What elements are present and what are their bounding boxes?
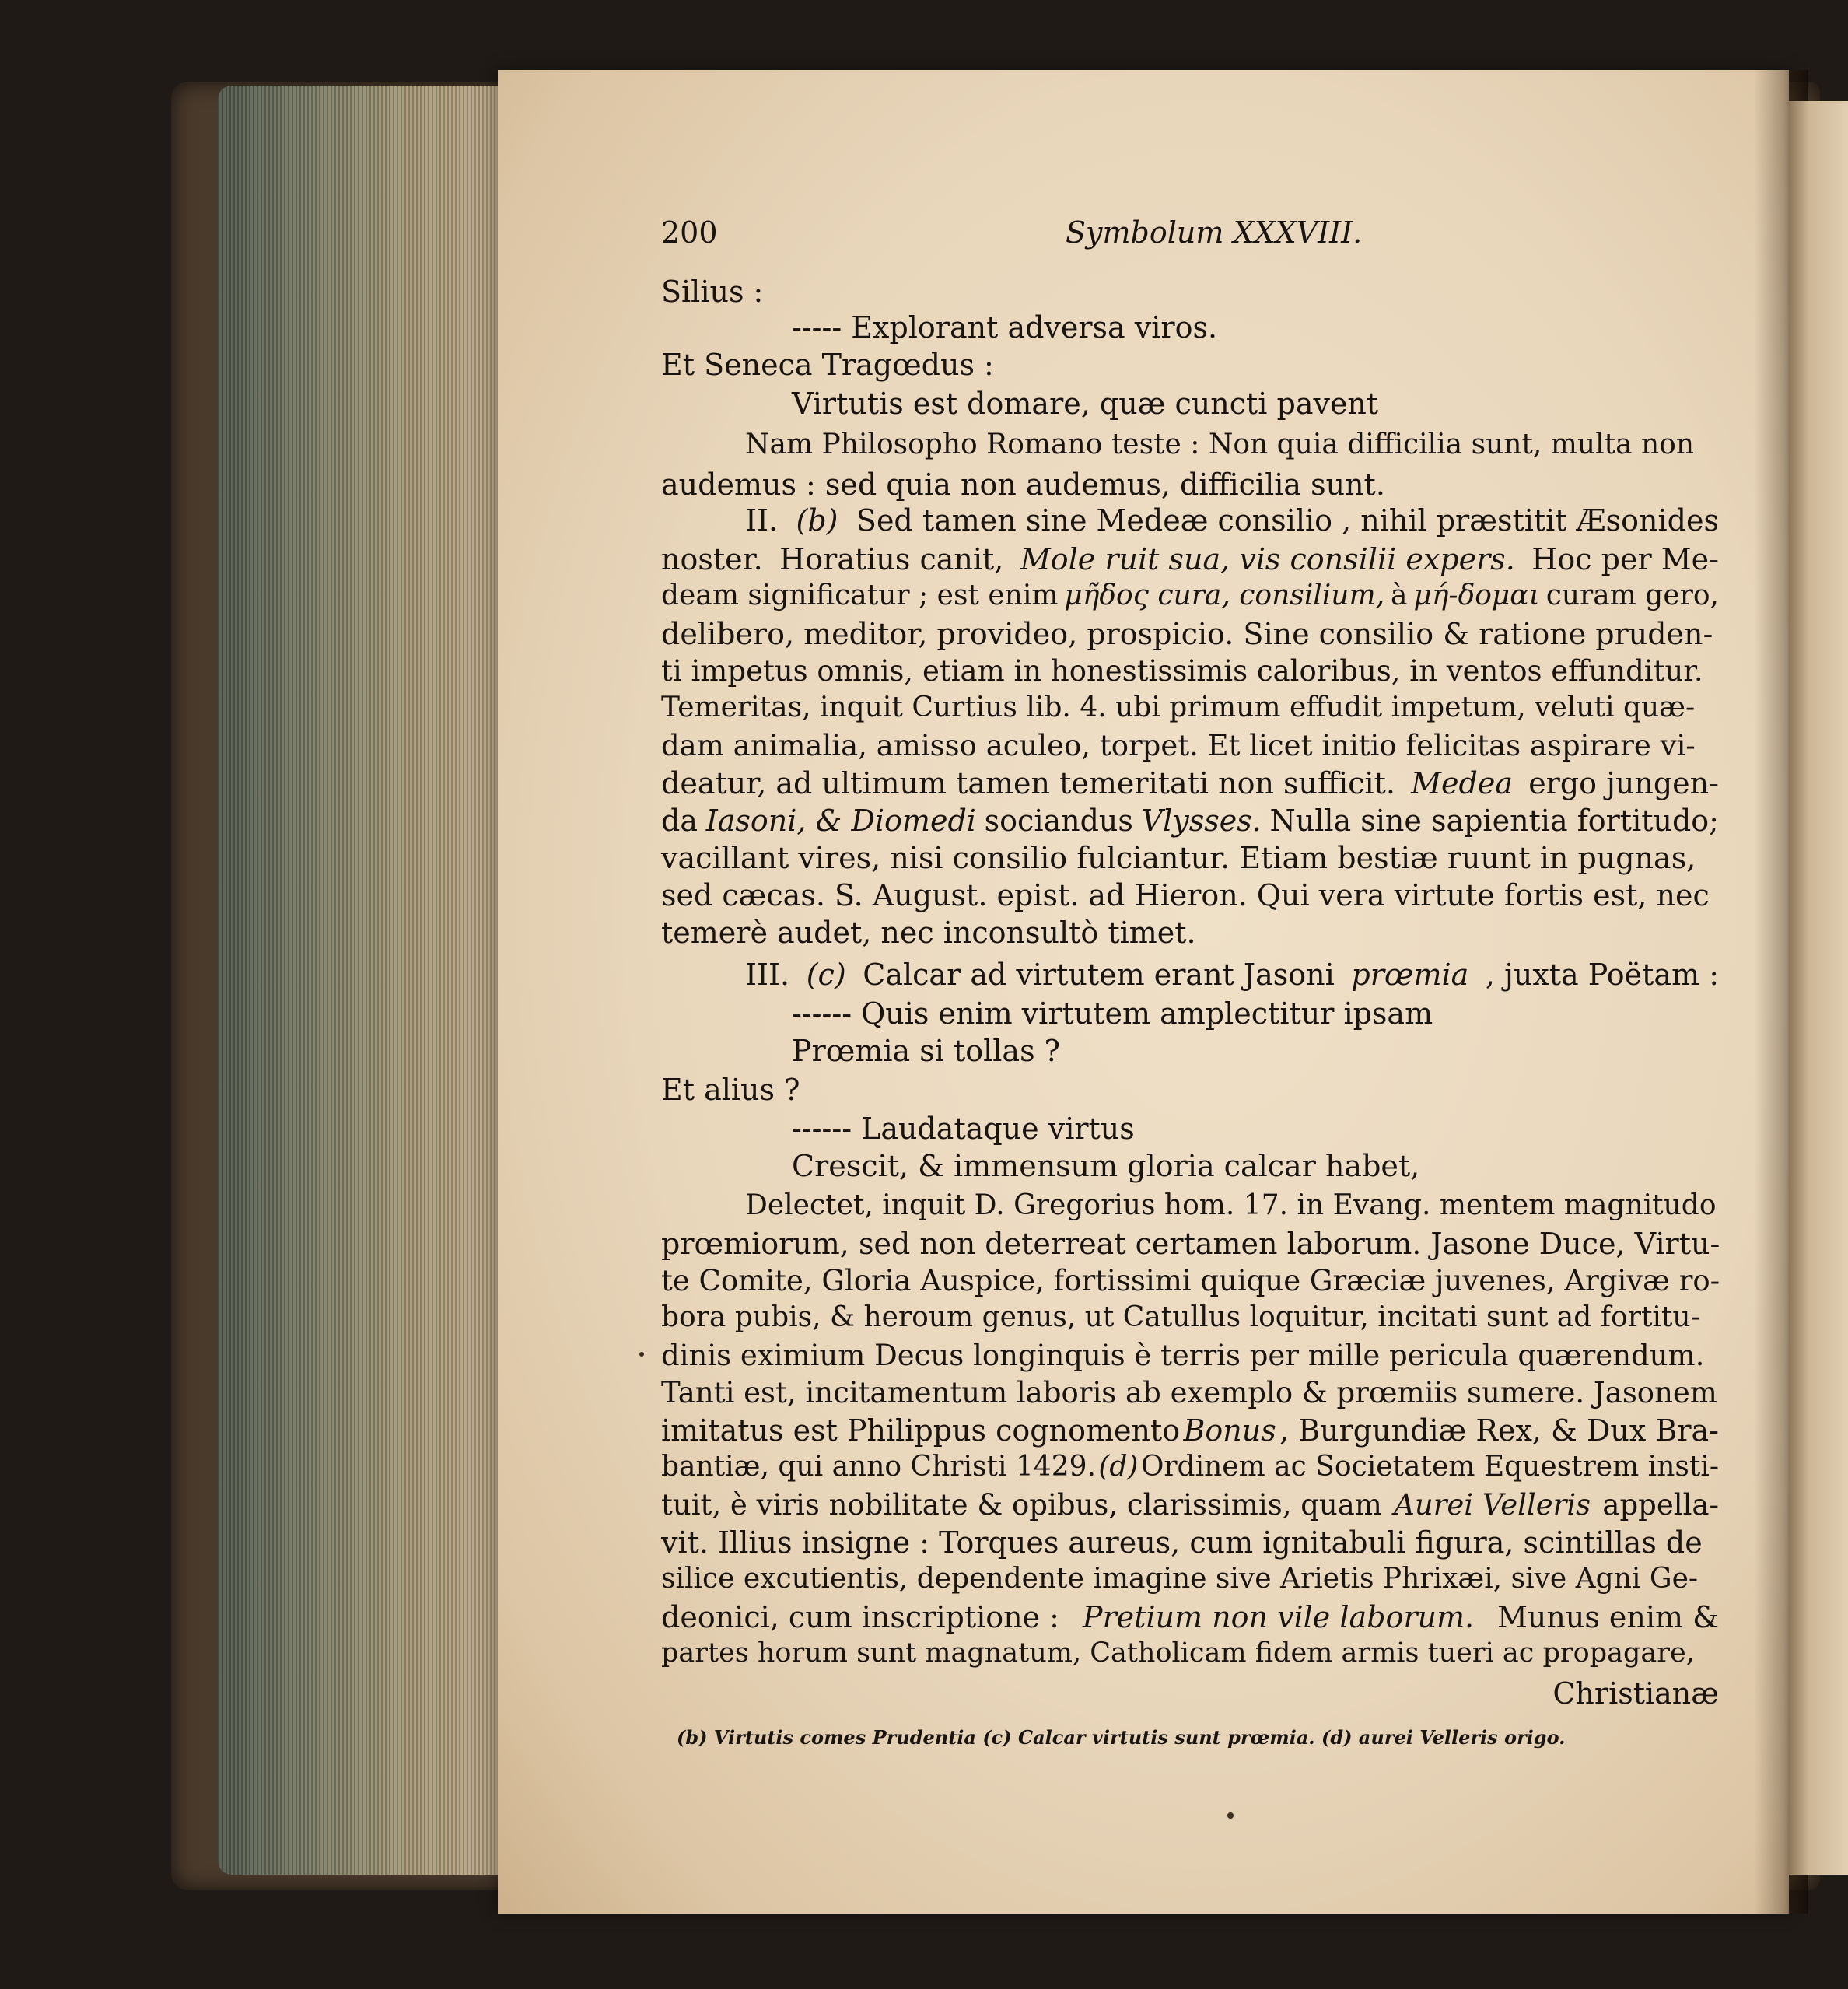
text-run: imitatus est Philippus cognomento	[661, 1413, 1181, 1448]
text-line	[661, 542, 1719, 576]
catchword: Christianæ	[1552, 1676, 1719, 1711]
motto-italic: Pretium non vile laborum.	[1082, 1600, 1475, 1634]
page-edges	[218, 86, 506, 1875]
text-run: noster.	[661, 542, 763, 576]
text-line	[661, 1602, 1719, 1632]
text-line	[661, 1488, 1719, 1522]
text-line: temerè audet, nec inconsultò timet.	[661, 916, 1196, 950]
text-line	[661, 1413, 1719, 1448]
verse-line: Crescit, & immensum gloria calcar habet,	[792, 1149, 1420, 1183]
text-line: Et Seneca Tragœdus :	[661, 348, 994, 382]
verse-line: Prœmia si tollas ?	[792, 1034, 1061, 1068]
text-run: Hoc per Me-	[1531, 542, 1719, 576]
text-run: , juxta Poëtam :	[1485, 958, 1719, 992]
text-line: dam animalia, amisso aculeo, torpet. Et licet initio felicitas aspirare vi-	[661, 729, 1696, 762]
verse-line: ------ Laudataque virtus	[792, 1112, 1135, 1146]
greek-term: μή-δομαι	[1413, 580, 1540, 611]
text-line	[745, 958, 1719, 992]
text-run: Ordinem ac Societatem Equestrem insti-	[1140, 1451, 1719, 1483]
text-line: delibero, meditor, provideo, prospicio. Sine consilio & ratione pruden-	[661, 617, 1713, 651]
note-marker: (b)	[796, 503, 838, 538]
note-marker: (c)	[806, 958, 846, 992]
footnote: (b) Virtutis comes Prudentia (c) Calcar virtutis sunt prœmia. (d) aurei Velleris origo.	[677, 1726, 1566, 1749]
text-line: Et alius ?	[661, 1073, 800, 1107]
text-run: sociandus	[984, 804, 1133, 838]
text-line: audemus : sed quia non audemus, difficilia sunt.	[661, 467, 1385, 502]
text-line: ti impetus omnis, etiam in honestissimis caloribus, in ventos effunditur.	[661, 654, 1703, 688]
text-line: vacillant vires, nisi consilio fulciantur. Etiam bestiæ ruunt in pugnas,	[661, 841, 1696, 875]
text-line	[661, 582, 1719, 610]
verse-line: ----- Explorant adversa viros.	[792, 310, 1218, 345]
text-run: Sed tamen sine Medeæ consilio , nihil præstitit Æsonides	[856, 503, 1719, 538]
text-run: da	[661, 804, 698, 838]
running-title: Symbolum XXXVIII.	[1066, 215, 1363, 250]
text-run: ergo jungen-	[1528, 766, 1719, 800]
text-run: Nulla sine sapientia fortitudo;	[1269, 804, 1719, 838]
quotation: Mole ruit sua, vis consilii expers.	[1020, 542, 1515, 576]
text-line: Temeritas, inquit Curtius lib. 4. ubi primum effudit impetum, veluti quæ-	[661, 692, 1696, 723]
text-run: Munus enim &	[1497, 1600, 1719, 1634]
text-run: tuit, è viris nobilitate & opibus, clarissimis, quam	[661, 1488, 1382, 1522]
text-line: Nam Philosopho Romano teste : Non quia difficilia sunt, multa non	[745, 429, 1695, 460]
section-numeral: II.	[745, 503, 779, 538]
text-line	[661, 1453, 1719, 1481]
text-line: Tanti est, incitamentum laboris ab exemplo & prœmiis sumere. Jasonem	[661, 1376, 1717, 1409]
text-run: à	[1391, 580, 1408, 611]
text-line	[661, 804, 1719, 838]
facing-page-edge	[1789, 101, 1848, 1875]
text-italic: prœmia	[1351, 958, 1469, 992]
text-run: Horatius canit,	[779, 542, 1004, 576]
text-run: Delectet, inquit D. Gregorius hom. 17. in Evang. mentem magnitudo	[745, 1189, 1717, 1221]
text-line	[745, 1189, 1719, 1221]
name-italic: Aurei Velleris	[1394, 1488, 1591, 1522]
text-run: deam significatur ; est enim	[661, 580, 1059, 611]
name-italic: Medea	[1411, 766, 1513, 800]
text-run: appella-	[1602, 1488, 1719, 1522]
section-numeral: III.	[745, 958, 790, 992]
greek-term: μῆδος cura, consilium,	[1064, 580, 1385, 611]
text-run: bantiæ, qui anno Christi 1429.	[661, 1451, 1096, 1483]
text-line: te Comite, Gloria Auspice, fortissimi quique Græciæ juvenes, Argivæ ro-	[661, 1264, 1720, 1297]
text-run: deatur, ad ultimum tamen temeritati non sufficit.	[661, 766, 1395, 800]
name-italic: Iasoni, & Diomedi	[705, 804, 976, 838]
text-line: prœmiorum, sed non deterreat certamen laborum. Jasone Duce, Virtu-	[661, 1227, 1720, 1261]
paper-spot	[639, 1352, 644, 1357]
text-line: Silius :	[661, 275, 764, 309]
text-line: partes horum sunt magnatum, Catholicam fidem armis tueri ac propagare,	[661, 1637, 1695, 1669]
text-run: curam gero,	[1545, 580, 1719, 611]
text-line: bora pubis, & heroum genus, ut Catullus loquitur, incitati sunt ad fortitu-	[661, 1301, 1700, 1333]
text-line: silice excutientis, dependente imagine sive Arietis Phrixæi, sive Agni Ge-	[661, 1563, 1699, 1595]
text-run: , Burgundiæ Rex, & Dux Bra-	[1279, 1413, 1719, 1448]
text-run: Calcar ad virtutem erant Jasoni	[863, 958, 1335, 992]
text-line: dinis eximium Decus longinquis è terris per mille pericula quærendum.	[661, 1339, 1705, 1372]
note-marker: (d)	[1098, 1451, 1139, 1483]
name-italic: Vlysses.	[1141, 804, 1262, 838]
text-line	[661, 766, 1719, 800]
text-line	[661, 503, 1719, 538]
text-line: vit. Illius insigne : Torques aureus, cum ignitabuli figura, scintillas de	[661, 1525, 1703, 1560]
text-run: deonici, cum inscriptione :	[661, 1600, 1059, 1634]
name-italic: Bonus	[1183, 1413, 1276, 1448]
paper-spot	[1227, 1812, 1234, 1819]
verse-line: ------ Quis enim virtutem amplectitur ipsam	[792, 996, 1433, 1031]
text-line: sed cæcas. S. August. epist. ad Hieron. Qui vera virtute fortis est, nec	[661, 878, 1710, 912]
page-number: 200	[661, 215, 718, 250]
verse-line: Virtutis est domare, quæ cuncti pavent	[792, 387, 1379, 421]
